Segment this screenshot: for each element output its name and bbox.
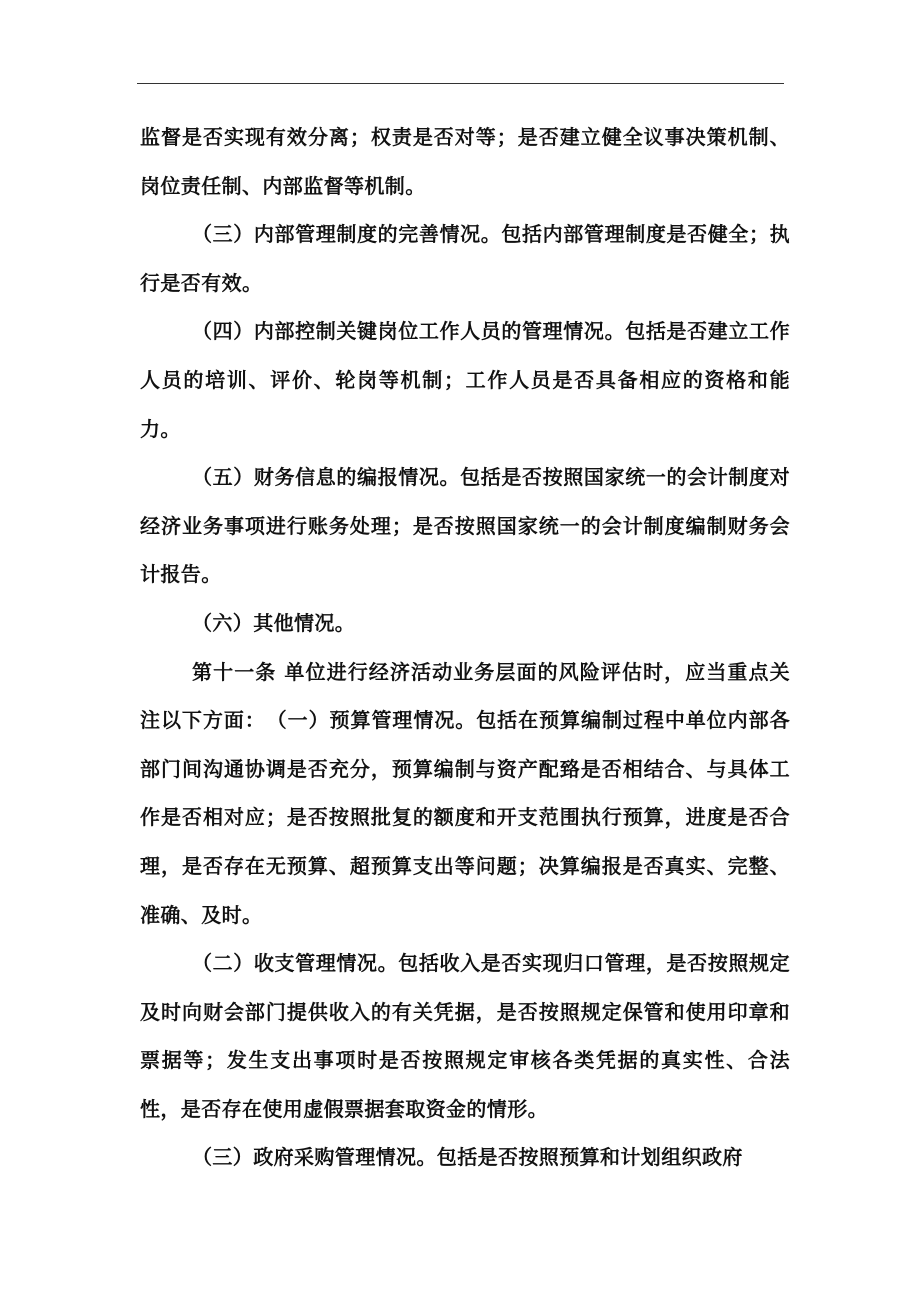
paragraph-3: （四）内部控制关键岗位工作人员的管理情况。包括是否建立工作人员的培训、评价、轮岗等机制；工作人员是否具备相应的资格和能力。 xyxy=(140,319,790,441)
document-body xyxy=(140,113,790,1182)
paragraph-2: （三）内部管理制度的完善情况。包括内部管理制度是否健全；执行是否有效。 xyxy=(140,222,790,295)
header-rule xyxy=(137,83,784,84)
paragraph-6: 第十一条 单位进行经济活动业务层面的风险评估时，应当重点关注以下方面： （一）预算管理情况。包括在预算编制过程中单位内部各部门间沟通协调是否充分，预算编制与资产配臵是否相结合、与具体工作是否相对应；是否按照批复的额度和开支范围执行预算，进度是否合理，是否存在无预算、超预算支出等问题；决算编报是否真实、完整、准确、及时。 xyxy=(140,659,790,927)
paragraph-7: （二）收支管理情况。包括收入是否实现归口管理，是否按照规定及时向财会部门提供收入的有关凭据，是否按照规定保管和使用印章和票据等；发生支出事项时是否按照规定审核各类凭据的真实性、合法性，是否存在使用虚假票据套取资金的情形。 xyxy=(140,951,790,1121)
paragraph-8: （三）政府采购管理情况。包括是否按照预算和计划组织政府 xyxy=(192,1145,743,1170)
paragraph-4: （五）财务信息的编报情况。包括是否按照国家统一的会计制度对经济业务事项进行账务处理；是否按照国家统一的会计制度编制财务会计报告。 xyxy=(140,465,790,587)
paragraph-5: （六）其他情况。 xyxy=(192,610,356,635)
paragraph-1: 监督是否实现有效分离；权责是否对等；是否建立健全议事决策机制、岗位责任制、内部监督等机制。 xyxy=(140,125,790,198)
